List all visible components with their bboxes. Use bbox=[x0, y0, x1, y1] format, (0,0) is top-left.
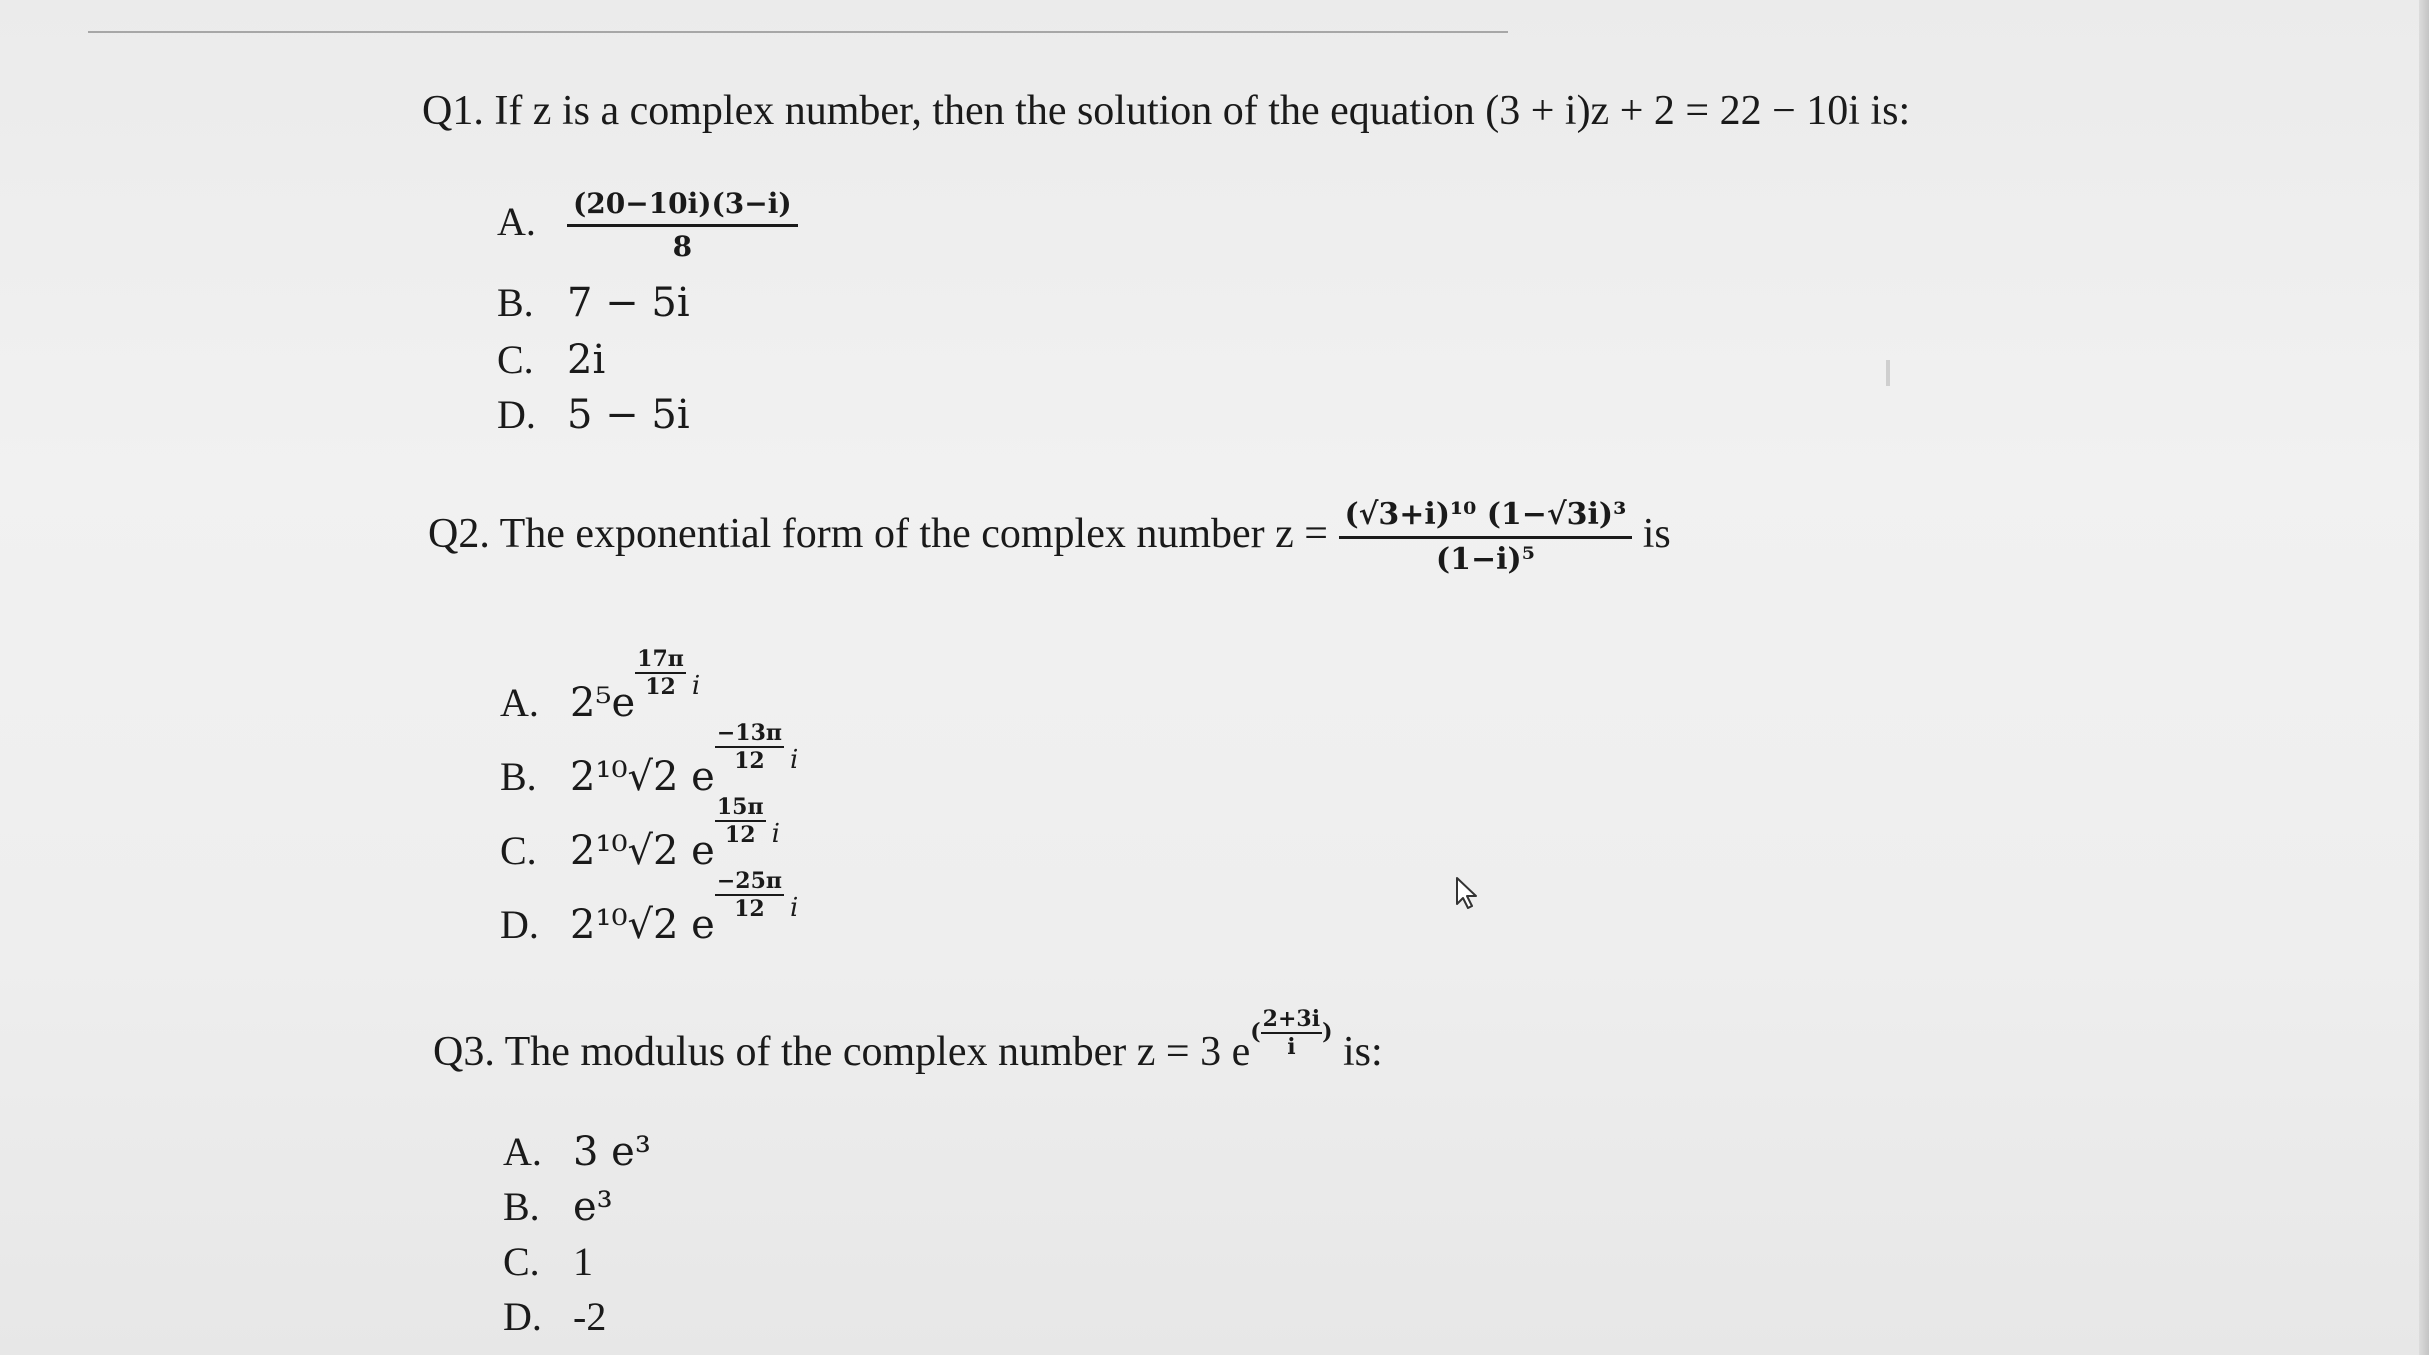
q2-option-d bbox=[500, 868, 799, 948]
option-label: D. bbox=[500, 902, 539, 947]
option-label: B. bbox=[500, 754, 537, 799]
q3-option-a bbox=[503, 1129, 651, 1175]
exponent-fraction bbox=[715, 796, 766, 846]
q1-option-a bbox=[497, 187, 798, 263]
option-value: 1 bbox=[573, 1239, 593, 1284]
exponent-i: i bbox=[691, 671, 701, 701]
exponent-numerator: −25π bbox=[716, 868, 782, 894]
exponent-denominator: 12 bbox=[734, 896, 765, 922]
option-label: B. bbox=[503, 1184, 540, 1229]
option-value: e³ bbox=[573, 1184, 613, 1230]
fraction-numerator: (√3+i)¹⁰ (1−√3i)³ bbox=[1339, 500, 1633, 539]
question-3-text: Q3. The modulus of the complex number z = 3 e bbox=[433, 1029, 1251, 1075]
option-value: 2i bbox=[567, 337, 606, 383]
option-label: A. bbox=[500, 680, 539, 725]
q3-exponent: ( $\frac{2+3i}{i}$ ) bbox=[1250, 1006, 1333, 1060]
q3-option-c bbox=[503, 1239, 593, 1284]
fraction-denominator: 8 bbox=[672, 230, 693, 263]
question-1-text: Q1. If z is a complex number, then the solution of the equation (3 + i)z + 2 = 22 − 10i is: bbox=[422, 88, 1911, 134]
q1-option-b bbox=[497, 280, 690, 326]
option-value: 3 e³ bbox=[573, 1129, 651, 1175]
q2-fraction bbox=[1339, 497, 1633, 577]
question-2-text: Q2. The exponential form of the complex number z = bbox=[428, 511, 1328, 558]
option-value: 5 − 5i bbox=[567, 392, 690, 438]
question-3-suffix: is: bbox=[1343, 1029, 1383, 1075]
option-label: C. bbox=[497, 337, 534, 382]
option-base: 2¹⁰√2 e bbox=[570, 828, 715, 874]
option-value: -2 bbox=[573, 1294, 607, 1339]
option-label: A. bbox=[497, 198, 536, 244]
option-base: 2¹⁰√2 e bbox=[570, 902, 715, 948]
question-3 bbox=[433, 1008, 1383, 1073]
q3-option-d bbox=[503, 1294, 607, 1339]
option-label: C. bbox=[500, 828, 537, 873]
exponent-denominator: i bbox=[1287, 1034, 1296, 1060]
exponent-denominator: 12 bbox=[724, 822, 756, 848]
exponent-numerator: 17π bbox=[637, 646, 684, 672]
option-value: 7 − 5i bbox=[567, 280, 690, 326]
option-label: C. bbox=[503, 1239, 540, 1284]
option-base: 2¹⁰√2 e bbox=[570, 754, 715, 800]
exponent-i: i bbox=[790, 893, 799, 923]
exponent-numerator: 2+3i bbox=[1262, 1006, 1321, 1032]
screen-edge bbox=[2419, 0, 2429, 1355]
exponent-i: i bbox=[790, 745, 799, 775]
q1-option-a-fraction bbox=[567, 187, 798, 263]
option-base: 2⁵e bbox=[570, 680, 636, 726]
q2-option-c bbox=[500, 794, 780, 874]
option-label: B. bbox=[497, 280, 534, 325]
exponent-numerator: −13π bbox=[716, 720, 782, 746]
question-2 bbox=[428, 497, 1671, 577]
top-divider-line bbox=[88, 31, 1508, 33]
fraction-numerator: (20−10i)(3−i) bbox=[567, 190, 798, 227]
exponent-denominator: 12 bbox=[734, 748, 765, 774]
exponent-fraction bbox=[715, 870, 784, 920]
screen-mark bbox=[1886, 360, 1890, 386]
q2-option-b bbox=[500, 720, 799, 800]
exponent-i: i bbox=[771, 819, 780, 849]
q1-option-c bbox=[497, 337, 606, 383]
q3-option-b bbox=[503, 1184, 613, 1230]
question-2-suffix: is bbox=[1642, 511, 1671, 558]
exponent-fraction bbox=[715, 722, 784, 772]
q2-option-a bbox=[500, 646, 701, 726]
q1-option-d bbox=[497, 392, 690, 438]
exponent-numerator: 15π bbox=[716, 794, 764, 820]
exponent-fraction bbox=[635, 648, 686, 698]
mouse-cursor-icon bbox=[1455, 876, 1481, 910]
fraction-denominator: (1−i)⁵ bbox=[1435, 542, 1535, 577]
option-label: A. bbox=[503, 1129, 542, 1174]
option-label: D. bbox=[497, 392, 536, 437]
option-label: D. bbox=[503, 1294, 542, 1339]
exponent-denominator: 12 bbox=[645, 674, 676, 700]
